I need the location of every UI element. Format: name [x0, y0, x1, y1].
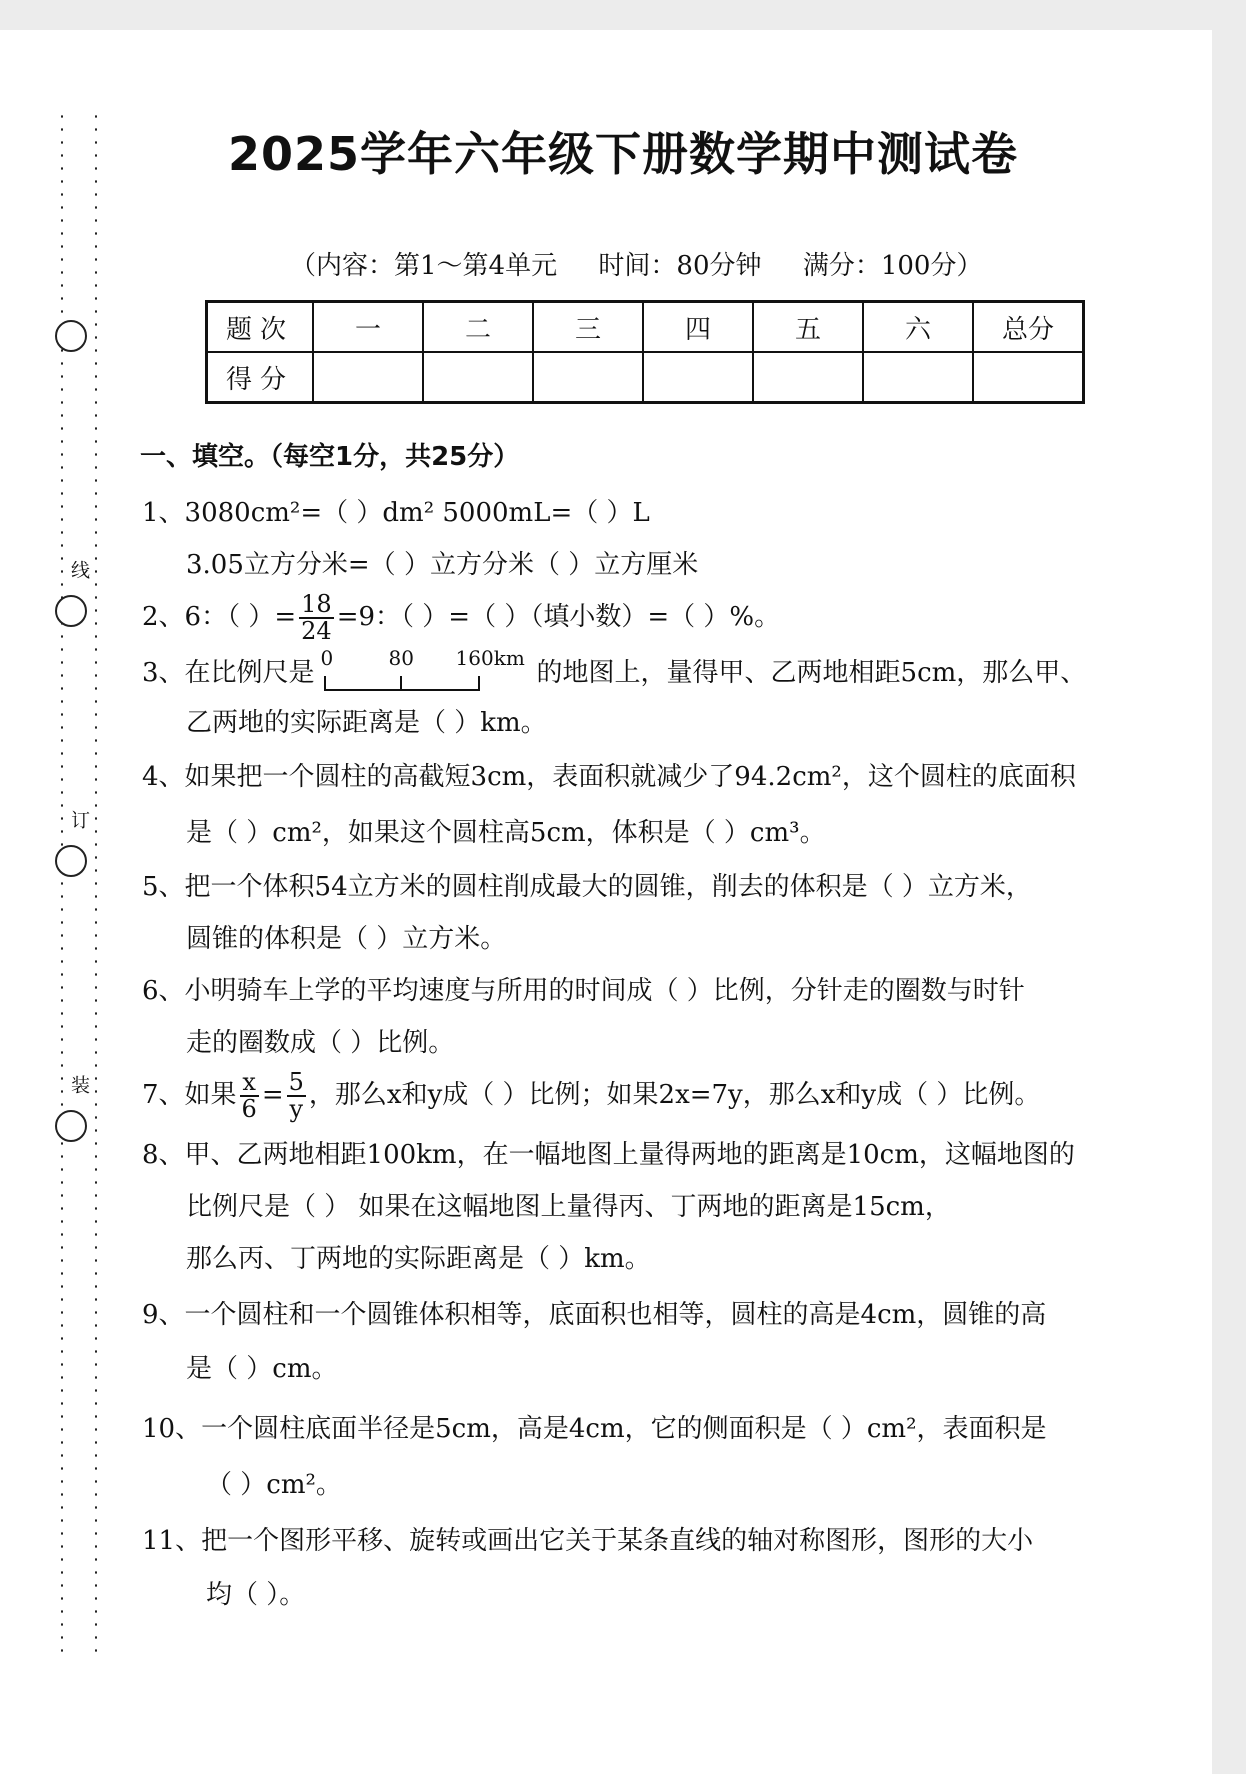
margin-label-bind: 装 — [68, 1075, 90, 1094]
question-6-line-1: 6、小明骑车上学的平均速度与所用的时间成（ ）比例，分针走的圈数与时针 — [142, 976, 1025, 1006]
score-table-header-row — [207, 302, 1084, 353]
question-7-prefix: 7、如果 — [142, 1080, 237, 1111]
question-3-suffix: 的地图上，量得甲、乙两地相距5cm，那么甲、 — [536, 658, 1087, 688]
header-cell: 六 — [863, 302, 973, 353]
question-4-line-2: 是（ ）cm²，如果这个圆柱高5cm，体积是（ ）cm³。 — [186, 818, 826, 848]
binding-margin — [55, 110, 105, 1660]
question-4-line-1: 4、如果把一个圆柱的高截短3cm，表面积就减少了94.2cm²，这个圆柱的底面积 — [142, 762, 1076, 792]
binding-hole — [55, 845, 87, 877]
equals-sign: = — [261, 1080, 284, 1111]
header-cell: 二 — [423, 302, 533, 353]
header-cell: 一 — [313, 302, 423, 353]
score-cell[interactable] — [863, 352, 973, 403]
question-3-line-1 — [142, 646, 1087, 696]
score-table — [205, 300, 1085, 404]
question-1-line-2: 3.05立方分米=（ ）立方分米（ ）立方厘米 — [186, 550, 699, 580]
score-cell[interactable] — [643, 352, 753, 403]
scale-tick-label: 0 — [320, 646, 334, 670]
question-2-prefix: 2、6：（ ）= — [142, 602, 297, 633]
question-5-line-1: 5、把一个体积54立方米的圆柱削成最大的圆锥，削去的体积是（ ）立方米， — [142, 872, 1032, 902]
scale-bar-line — [321, 674, 501, 694]
scale-bar — [320, 646, 531, 696]
question-2 — [142, 592, 780, 644]
question-10-line-2: （ ）cm²。 — [206, 1470, 342, 1500]
question-7-suffix: ，那么x和y成（ ）比例；如果2x=7y，那么x和y成（ ）比例。 — [308, 1080, 1041, 1111]
score-cell[interactable] — [753, 352, 863, 403]
score-cell[interactable] — [313, 352, 423, 403]
header-cell: 三 — [533, 302, 643, 353]
score-cell[interactable] — [973, 352, 1084, 403]
question-3-prefix: 3、在比例尺是 — [142, 658, 315, 688]
question-5-line-2: 圆锥的体积是（ ）立方米。 — [186, 924, 507, 954]
fraction-x-6 — [240, 1070, 259, 1122]
question-11-line-1: 11、把一个图形平移、旋转或画出它关于某条直线的轴对称图形，图形的大小 — [142, 1526, 1034, 1556]
question-3-line-2: 乙两地的实际距离是（ ）km。 — [186, 708, 547, 738]
section-heading: 一、填空。（每空1分，共25分） — [140, 442, 520, 472]
binding-hole — [55, 1110, 87, 1142]
header-cell: 题次 — [207, 302, 314, 353]
exam-subtitle: （内容：第1～第4单元 时间：80分钟 满分：100分） — [290, 251, 983, 281]
margin-label-line: 线 — [68, 560, 90, 579]
fraction-denominator: 6 — [241, 1095, 257, 1124]
question-8-line-2: 比例尺是（ ） 如果在这幅地图上量得丙、丁两地的距离是15cm， — [186, 1192, 951, 1222]
scale-tick-label: 80 — [388, 646, 414, 670]
question-1-line-1: 1、3080cm²=（ ）dm² 5000mL=（ ）L — [142, 498, 650, 528]
row-label-cell: 得分 — [207, 352, 314, 403]
exam-title: 2025学年六年级下册数学期中测试卷 — [227, 127, 1019, 181]
question-7 — [142, 1070, 1040, 1122]
question-10-line-1: 10、一个圆柱底面半径是5cm，高是4cm，它的侧面积是（ ）cm²，表面积是 — [142, 1414, 1047, 1444]
margin-label-staple: 订 — [68, 810, 90, 829]
question-2-suffix: =9：（ ）=（ ）（填小数）=（ ）%。 — [336, 602, 781, 633]
question-11-line-2: 均（ ）。 — [206, 1580, 306, 1610]
header-cell: 五 — [753, 302, 863, 353]
fraction-5-y — [287, 1070, 306, 1122]
header-cell: 总分 — [973, 302, 1084, 353]
fraction-18-24 — [299, 592, 334, 644]
fraction-numerator: 18 — [301, 590, 332, 618]
binding-hole — [55, 595, 87, 627]
score-table-score-row — [207, 352, 1084, 403]
question-9-line-1: 9、一个圆柱和一个圆锥体积相等，底面积也相等，圆柱的高是4cm，圆锥的高 — [142, 1300, 1047, 1330]
fraction-numerator: x — [240, 1070, 259, 1097]
binding-hole — [55, 320, 87, 352]
score-cell[interactable] — [423, 352, 533, 403]
scale-tick-label: 160km — [455, 646, 525, 670]
fraction-denominator: y — [289, 1095, 304, 1124]
question-8-line-3: 那么丙、丁两地的实际距离是（ ）km。 — [186, 1244, 651, 1274]
question-6-line-2: 走的圈数成（ ）比例。 — [186, 1028, 455, 1058]
score-cell[interactable] — [533, 352, 643, 403]
dotted-line-inner — [95, 110, 97, 1660]
fraction-numerator: 5 — [288, 1068, 304, 1096]
header-cell: 四 — [643, 302, 753, 353]
question-8-line-1: 8、甲、乙两地相距100km，在一幅地图上量得两地的距离是10cm，这幅地图的 — [142, 1140, 1075, 1170]
question-9-line-2: 是（ ）cm。 — [186, 1354, 338, 1384]
fraction-denominator: 24 — [301, 617, 332, 646]
